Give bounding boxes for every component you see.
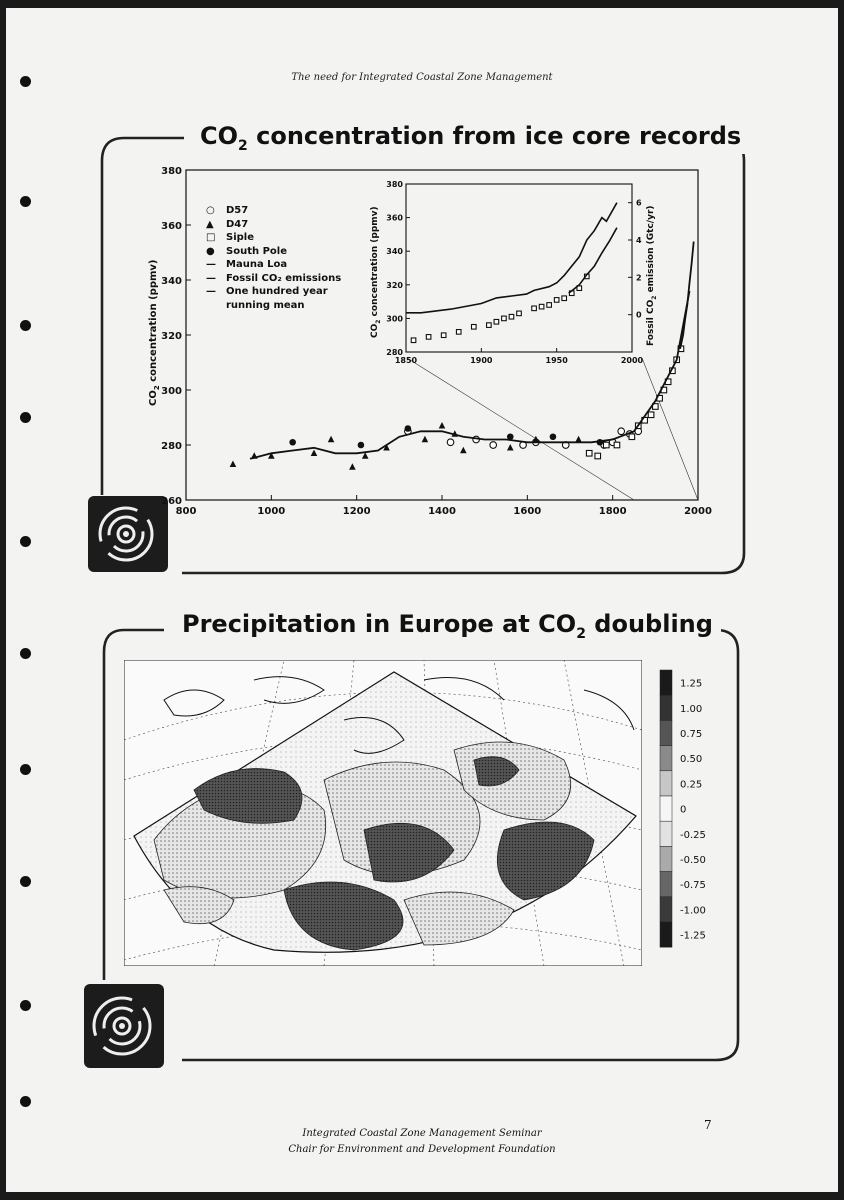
- figure2-title-main: Precipitation in Europe at CO: [182, 610, 577, 638]
- inset-y-tick-label: 340: [386, 247, 403, 257]
- colorbar-swatch: [660, 922, 672, 947]
- page-footer: [6, 1126, 838, 1158]
- precipitation-map: [124, 660, 642, 966]
- colorbar-swatch: [660, 796, 672, 821]
- main-x-tick-label: 1800: [598, 506, 627, 517]
- inset-data-point-siple: [509, 314, 514, 319]
- colorbar-swatch: [660, 846, 672, 871]
- inset-x-tick-label: 1850: [394, 356, 418, 365]
- data-point-siple: [586, 450, 592, 456]
- data-point-d-: [349, 463, 356, 470]
- binder-hole: [20, 764, 31, 775]
- main-x-tick-label: 1200: [342, 506, 371, 517]
- inset-data-point-siple: [502, 316, 507, 321]
- data-point-d-: [439, 422, 446, 429]
- main-x-tick-label: 1600: [513, 506, 542, 517]
- legend-label: D47: [226, 218, 249, 230]
- inset-y2-tick-label: 2: [636, 273, 642, 283]
- main-y-tick-label: 340: [161, 276, 182, 287]
- data-point-d-: [230, 460, 237, 467]
- inset-data-point-siple: [411, 338, 416, 343]
- legend-label: Mauna Loa: [226, 259, 288, 270]
- inset-data-point-siple: [487, 323, 492, 328]
- figure2-title-sub: 2: [576, 625, 586, 642]
- data-point-siple: [595, 453, 601, 459]
- colorbar-swatch: [660, 720, 672, 745]
- inset-data-point-siple: [554, 298, 559, 303]
- data-point-d-: [533, 436, 540, 443]
- legend-item-d47: [206, 218, 341, 232]
- colorbar-swatch: [660, 746, 672, 771]
- legend-item-mauna-loa: [206, 258, 341, 272]
- legend-item-d57: [206, 204, 341, 218]
- colorbar-swatch: [660, 897, 672, 922]
- data-point-siple: [603, 442, 609, 448]
- colorbar-label: 1.00: [680, 703, 703, 715]
- footer-line-1: Integrated Coastal Zone Management Seminar: [302, 1128, 542, 1139]
- binder-hole: [20, 320, 31, 331]
- inset-chart: [366, 176, 666, 376]
- colorbar-swatch: [660, 695, 672, 720]
- inset-connector-line: [407, 358, 634, 500]
- inset-data-point-siple: [472, 325, 477, 330]
- main-y-tick-label: 300: [161, 386, 182, 397]
- main-ylabel-text: [148, 260, 161, 406]
- figure2-title: [174, 610, 721, 642]
- data-point-d-: [328, 436, 335, 443]
- figure2-title-rest: doubling: [585, 610, 713, 638]
- inset-data-point-siple: [532, 306, 537, 311]
- inset-y2-tick-label: 0: [636, 310, 642, 320]
- main-x-tick-label: 800: [175, 506, 197, 517]
- main-ylabel-sub: 2: [153, 385, 161, 391]
- inset-data-point-siple: [426, 335, 431, 340]
- main-x-tick-label: 1000: [257, 506, 286, 517]
- legend-label: South Pole: [226, 245, 287, 257]
- main-y-tick-label: 280: [161, 441, 182, 452]
- main-x-tick-label: 1400: [428, 506, 456, 517]
- data-point-siple: [629, 434, 635, 440]
- legend-label: Fossil CO₂ emissions: [226, 272, 342, 284]
- inset-x-tick-label: 2000: [620, 356, 644, 365]
- inset-ylabel-sub: 2: [374, 319, 382, 324]
- colorbar-label: -0.50: [680, 855, 706, 866]
- inset-data-point-siple: [517, 311, 522, 316]
- legend-label: Siple: [226, 232, 254, 243]
- colorbar-swatch: [660, 670, 672, 695]
- chart-legend: [206, 204, 341, 312]
- colorbar-swatch: [660, 872, 672, 897]
- inset-data-point-siple: [494, 319, 499, 324]
- binder-hole: [20, 412, 31, 423]
- seminar-logo: [84, 984, 164, 1068]
- colorbar-label: -1.25: [680, 930, 706, 942]
- inset-y-tick-label: 280: [386, 348, 403, 357]
- inset-data-point-siple: [539, 304, 544, 309]
- line-icon: —: [206, 272, 216, 284]
- inset-ylabel: [370, 206, 382, 338]
- colorbar-swatch: [660, 771, 672, 796]
- colorbar-label: 0.75: [680, 729, 703, 740]
- main-ylabel-rest: concentration (ppmv): [148, 259, 159, 386]
- inset-y-tick-label: 320: [386, 280, 403, 290]
- triangle-icon: ▲: [206, 218, 214, 230]
- figure1-title: [192, 122, 749, 154]
- data-point-siple: [648, 412, 654, 418]
- data-point-south-pole: [289, 439, 296, 446]
- main-ylabel-co: CO: [148, 390, 159, 406]
- main-x-tick-label: 2000: [684, 506, 712, 517]
- binder-hole: [20, 648, 31, 659]
- main-y-tick-label: 320: [161, 331, 182, 342]
- inset-y2label-b: emission (Gtc/yr): [646, 205, 656, 296]
- inset-ylabel-rest: concentration (ppmv): [370, 206, 380, 320]
- data-point-d-: [422, 436, 429, 443]
- data-point-d-: [447, 439, 454, 446]
- main-y-tick-label: 260: [161, 496, 182, 507]
- legend-item-fossil: [206, 272, 341, 286]
- legend-label: running mean: [226, 299, 305, 311]
- data-point-d-: [460, 447, 467, 454]
- inset-x-tick-label: 1950: [545, 356, 568, 365]
- data-point-south-pole: [405, 425, 412, 432]
- running-header: The need for Integrated Coastal Zone Management: [291, 72, 553, 83]
- footer-line-2: Chair for Environment and Development Foundation: [288, 1144, 556, 1155]
- colorbar-label: -0.75: [680, 880, 706, 892]
- inset-data-point-siple: [456, 330, 461, 335]
- main-y-tick-label: 360: [161, 221, 182, 232]
- colorbar-label: 0: [680, 804, 687, 816]
- circle-filled-icon: ●: [206, 245, 215, 257]
- inset-y-tick-label: 360: [386, 213, 403, 223]
- data-point-d-: [490, 442, 497, 449]
- inset-x-tick-label: 1900: [470, 356, 493, 365]
- data-point-d-: [507, 444, 514, 451]
- line-icon: —: [206, 259, 216, 270]
- colorbar-swatch: [660, 821, 672, 846]
- binder-hole: [20, 536, 31, 547]
- inset-y2-tick-label: 4: [636, 236, 642, 245]
- binder-hole: [20, 1096, 31, 1107]
- colorbar-label: 0.50: [680, 754, 703, 766]
- document-page: [6, 8, 838, 1192]
- inset-y-tick-label: 300: [386, 314, 403, 324]
- legend-item-running-mean-2: [206, 299, 341, 313]
- inset-ylabel-co: CO: [370, 323, 380, 338]
- data-point-south-pole: [358, 442, 365, 449]
- inset-y2label-a: Fossil CO: [646, 299, 656, 346]
- data-point-d-: [618, 428, 625, 435]
- colorbar-label: 1.25: [680, 678, 703, 690]
- data-point-d-: [575, 436, 582, 443]
- colorbar-label: -1.00: [680, 905, 706, 917]
- inset-y2label: [646, 205, 658, 346]
- figure1-title-sub: 2: [238, 137, 248, 154]
- legend-item-siple: [206, 231, 341, 245]
- legend-item-running-mean: [206, 285, 341, 299]
- data-point-siple: [614, 442, 620, 448]
- data-point-d-: [311, 449, 318, 456]
- legend-label: D57: [226, 205, 249, 216]
- colorbar-label: -0.25: [680, 829, 706, 841]
- figure1-title-co: CO: [200, 122, 239, 150]
- inset-data-point-siple: [441, 333, 446, 338]
- inset-data-point-siple: [562, 296, 567, 301]
- binder-hole: [20, 1000, 31, 1011]
- inset-y2label-sub: 2: [650, 295, 658, 300]
- line-icon: —: [206, 286, 216, 297]
- inset-y-tick-label: 380: [386, 180, 403, 189]
- circle-open-icon: ○: [206, 205, 215, 216]
- figure1-title-rest: concentration from ice core records: [247, 122, 742, 150]
- colorbar-label: 0.25: [680, 779, 703, 791]
- precipitation-colorbar: [656, 666, 736, 956]
- main-y-tick-label: 380: [161, 166, 182, 177]
- square-open-icon: □: [206, 232, 216, 243]
- binder-hole: [20, 196, 31, 207]
- legend-label: One hundred year: [226, 286, 328, 297]
- data-point-south-pole: [550, 433, 557, 440]
- inset-plot-frame: [406, 184, 632, 352]
- legend-item-south-pole: [206, 245, 341, 259]
- logo-emblem-icon: [84, 984, 164, 1068]
- binder-hole: [20, 876, 31, 887]
- inset-y2-tick-label: 6: [636, 198, 642, 208]
- page-number: 7: [704, 1118, 712, 1132]
- inset-data-point-siple: [547, 303, 552, 308]
